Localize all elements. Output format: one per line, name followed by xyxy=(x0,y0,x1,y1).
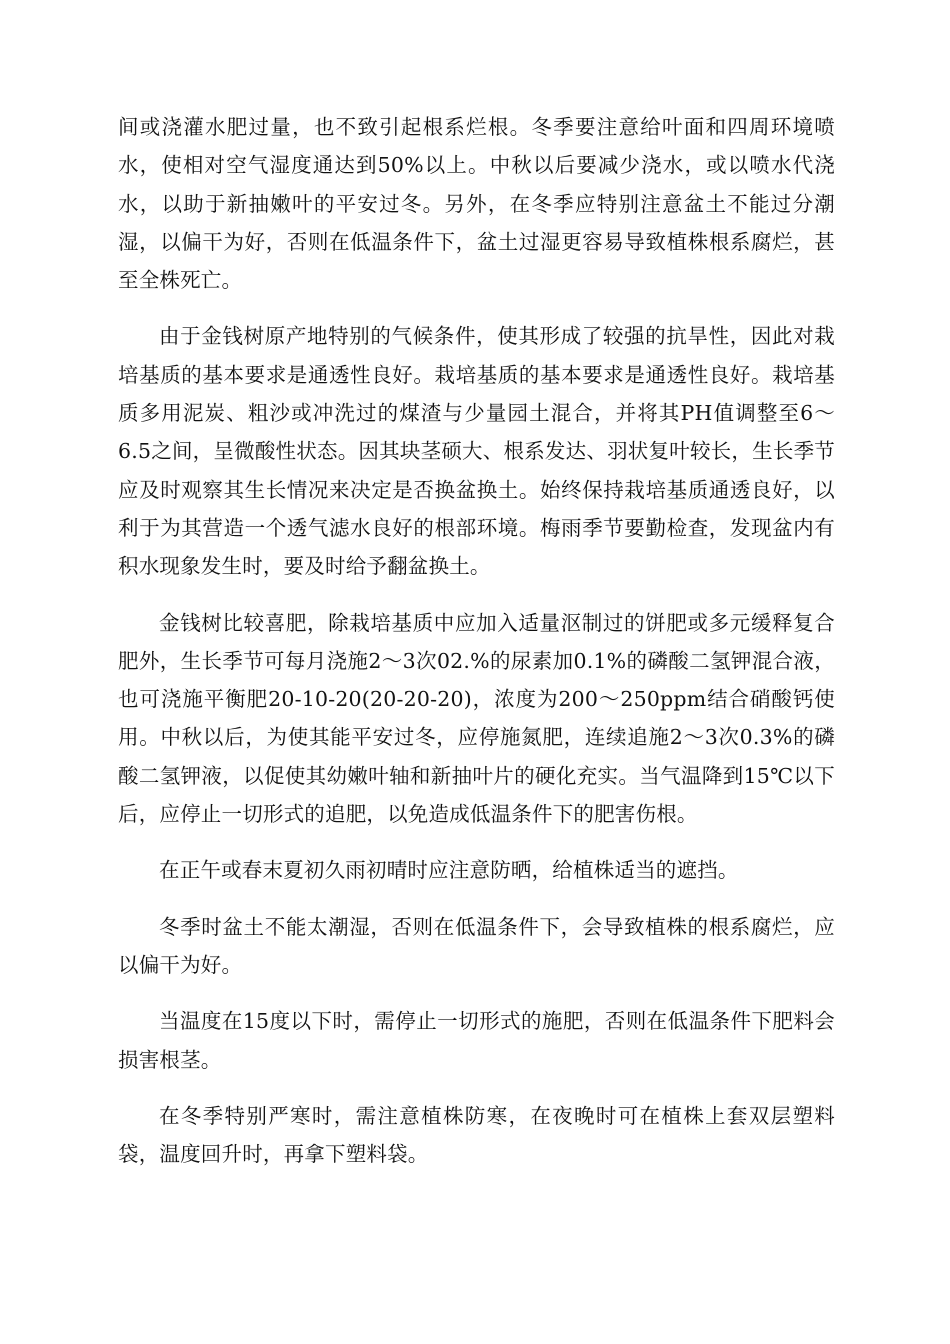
paragraph-5: 冬季时盆土不能太潮湿，否则在低温条件下，会导致植株的根系腐烂，应以偏干为好。 xyxy=(118,914,835,977)
paragraph-6: 当温度在15度以下时，需停止一切形式的施肥，否则在低温条件下肥料会损害根茎。 xyxy=(118,1009,835,1072)
paragraph-3: 金钱树比较喜肥，除栽培基质中应加入适量沤制过的饼肥或多元缓释复合肥外，生长季节可每月浇施2～3次02.%的尿素加0.1%的磷酸二氢钾混合液，也可浇施平衡肥20-10-20(20-20-20)，浓度为200～250ppm结合硝酸钙使用。中秋以后，为使其能平安过冬，应停施氮肥，连续追施2～3次0.3%的磷酸二氢钾液，以促使其幼嫩叶轴和新抽叶片的硬化充实。当气温降到15℃以下后，应停止一切形式的追肥，以免造成低温条件下的肥害伤根。 xyxy=(118,610,835,827)
paragraph-1: 间或浇灌水肥过量，也不致引起根系烂根。冬季要注意给叶面和四周环境喷水，使相对空气湿度通达到50%以上。中秋以后要减少浇水，或以喷水代浇水，以助于新抽嫩叶的平安过冬。另外，在冬季应特别注意盆土不能过分潮湿，以偏干为好，否则在低温条件下，盆土过湿更容易导致植株根系腐烂，甚至全株死亡。 xyxy=(118,115,835,293)
document-page xyxy=(118,108,835,1191)
paragraph-7: 在冬季特别严寒时，需注意植株防寒，在夜晚时可在植株上套双层塑料袋，温度回升时，再拿下塑料袋。 xyxy=(118,1103,835,1167)
paragraph-2: 由于金钱树原产地特别的气候条件，使其形成了较强的抗旱性，因此对栽培基质的基本要求是通透性良好。栽培基质的基本要求是通透性良好。栽培基质多用泥炭、粗沙或冲洗过的煤渣与少量园土混合，并将其PH值调整至6～6.5之间，呈微酸性状态。因其块茎硕大、根系发达、羽状复叶较长，生长季节应及时观察其生长情况来决定是否换盆换土。始终保持栽培基质通透良好，以利于为其营造一个透气滤水良好的根部环境。梅雨季节要勤检查，发现盆内有积水现象发生时，要及时给予翻盆换土。 xyxy=(118,324,835,579)
paragraph-4: 在正午或春末夏初久雨初晴时应注意防晒，给植株适当的遮挡。 xyxy=(159,858,739,883)
